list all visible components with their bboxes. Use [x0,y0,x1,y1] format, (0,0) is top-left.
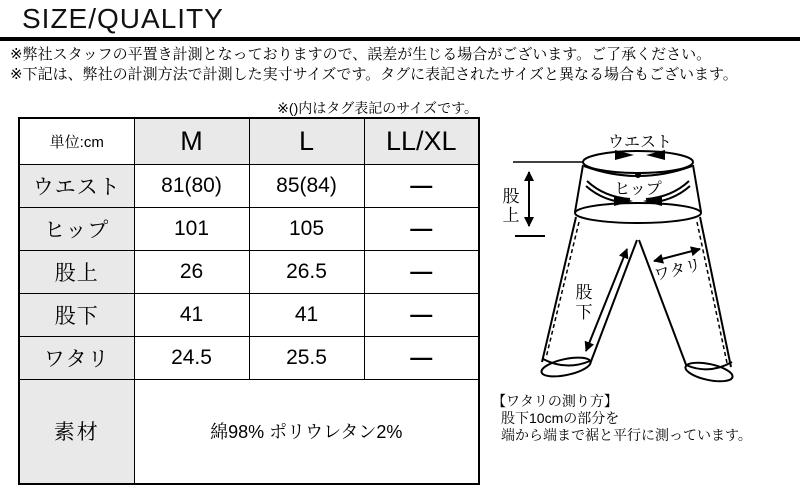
waist-label: ウエスト [607,134,673,151]
column-header-m: M [134,118,249,164]
size-cell: 101 [134,207,249,250]
watari-note-line-3: 端から端まで裾と平行に測っています。 [501,427,752,443]
material-value-cell: 綿98% ポリウレタン2% [134,379,479,484]
size-cell: 26 [134,250,249,293]
table-row-inseam [19,293,479,336]
waist-button-dot [635,172,641,178]
row-label-material: 素材 [19,379,134,484]
watari-note-line-2: 股下10cmの部分を [501,410,620,426]
inseam-label-char-1: 股 [575,283,593,302]
disclaimer-line-1: ※弊社スタッフの平置き計測となっておりますので、誤差が生じる場合がございます。ご了承ください。 [10,46,712,63]
size-table [18,117,480,485]
size-cell-empty: — [364,164,479,207]
inseam-label-char-2: 下 [575,303,593,322]
tag-size-note: ※()内はタグ表記のサイズです。 [277,100,478,116]
watari-note-title: 【ワタリの測り方】 [492,393,618,409]
table-row-hip [19,207,479,250]
column-header-llxl: LL/XL [364,118,479,164]
hip-label: ヒップ [614,181,662,198]
size-cell: 105 [249,207,364,250]
size-cell-empty: — [364,336,479,379]
size-cell-empty: — [364,250,479,293]
row-label-thigh: ワタリ [19,336,134,379]
table-row-rise [19,250,479,293]
size-cell: 81(80) [134,164,249,207]
thigh-label: ワタリ [652,256,704,285]
size-cell: 41 [249,293,364,336]
measurement-disclaimer [10,45,738,85]
table-row-material [19,379,479,484]
table-row-thigh [19,336,479,379]
size-cell-empty: — [364,207,479,250]
size-cell: 85(84) [249,164,364,207]
table-row-waist [19,164,479,207]
size-cell-empty: — [364,293,479,336]
size-table-header-row [19,118,479,164]
rise-label-char-2: 上 [502,206,520,225]
rise-label-char-1: 股 [502,187,520,206]
row-label-waist: ウエスト [19,164,134,207]
size-cell: 26.5 [249,250,364,293]
column-header-l: L [249,118,364,164]
page-title: SIZE/QUALITY [22,3,224,34]
disclaimer-line-2: ※下記は、弊社の計測方法で計測した実寸サイズです。タグに表記されたサイズと異なる場合もございます。 [10,66,738,83]
row-label-hip: ヒップ [19,207,134,250]
size-cell: 41 [134,293,249,336]
row-label-rise: 股上 [19,250,134,293]
size-cell: 24.5 [134,336,249,379]
rise-measure-lines [513,162,583,236]
size-cell: 25.5 [249,336,364,379]
watari-measure-note [492,393,752,444]
unit-cell: 単位:cm [19,118,134,164]
title-underline [0,37,800,41]
row-label-inseam: 股下 [19,293,134,336]
